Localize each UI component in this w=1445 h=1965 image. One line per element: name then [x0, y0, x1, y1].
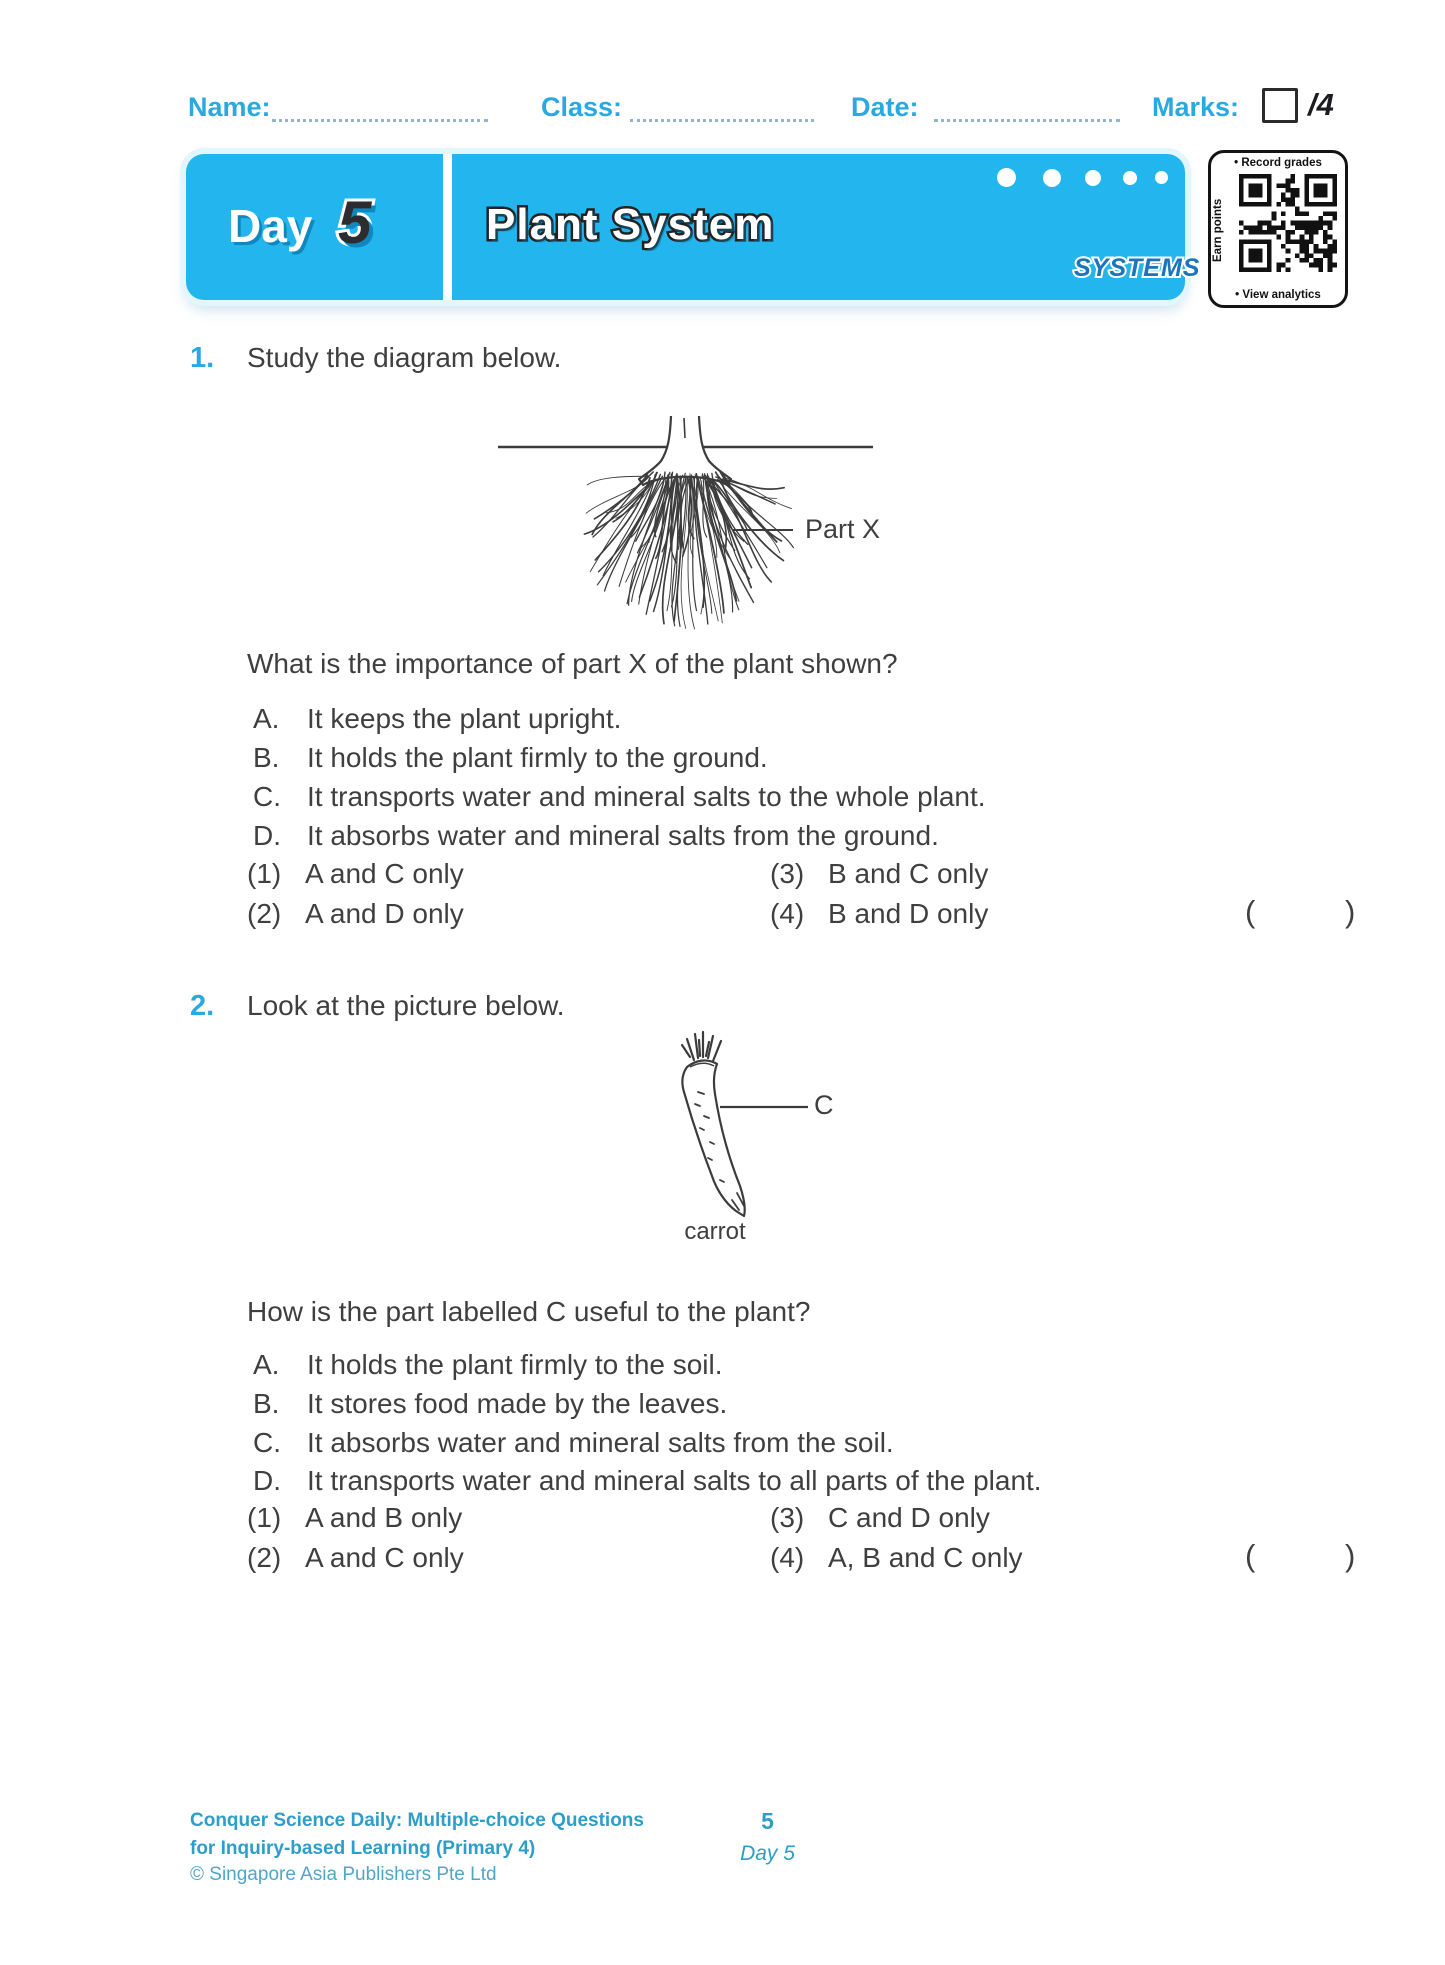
option-number: (3): [770, 858, 805, 889]
option-text: A and D only: [305, 898, 464, 929]
option-number: (3): [770, 1502, 805, 1533]
qr-top-label: • Record grades: [1234, 157, 1322, 169]
c-label: C: [814, 1090, 834, 1120]
strand-badge: SYSTEMS: [1074, 254, 1201, 282]
q1-choice-b: [253, 742, 768, 774]
stem-crack: [684, 418, 685, 438]
choice-text: It stores food made by the leaves.: [307, 1388, 728, 1419]
name-label: Name:: [188, 92, 271, 122]
choice-text: It keeps the plant upright.: [307, 703, 622, 734]
choice-letter: A.: [253, 703, 280, 734]
fibrous-roots: [584, 472, 793, 629]
q2-answer-space[interactable]: [1260, 1538, 1342, 1576]
choice-text: It transports water and mineral salts to all parts of the plant.: [307, 1465, 1042, 1496]
choice-letter: C.: [253, 781, 281, 812]
day-banner: [186, 154, 1201, 300]
option-number: (2): [247, 898, 282, 929]
name-blank-line[interactable]: [272, 119, 488, 122]
q1-answer-close-bracket: ): [1345, 894, 1356, 929]
q1-question: What is the importance of part X of the plant shown?: [247, 648, 898, 679]
class-label: Class:: [541, 92, 623, 122]
option-text: B and D only: [828, 898, 989, 929]
q2-answer-open-bracket: (: [1245, 1538, 1256, 1573]
footer-series-line2: for Inquiry-based Learning (Primary 4): [190, 1838, 536, 1859]
qr-code: [1239, 174, 1337, 272]
choice-letter: D.: [253, 820, 281, 851]
choice-letter: D.: [253, 1465, 281, 1496]
carrot-leaf-stubs: [682, 1032, 721, 1061]
q2-number: 2.: [190, 990, 215, 1022]
topic-title: Plant System: [486, 200, 775, 249]
q2-choice-d: [253, 1465, 1042, 1497]
qr-panel: [1208, 150, 1348, 308]
q2-option-3: [770, 1502, 990, 1534]
carrot-figure: [640, 1030, 860, 1230]
option-text: C and D only: [828, 1502, 990, 1533]
marks-total: /4: [1308, 87, 1334, 122]
choice-letter: C.: [253, 1427, 281, 1458]
q1-choice-c: [253, 781, 986, 813]
option-text: A and C only: [305, 858, 464, 889]
choice-text: It holds the plant firmly to the soil.: [307, 1349, 723, 1380]
q2-instruction: Look at the picture below.: [247, 990, 565, 1021]
date-blank-line[interactable]: [934, 119, 1120, 122]
option-text: B and C only: [828, 858, 989, 889]
option-text: A and B only: [305, 1502, 463, 1533]
option-text: A and C only: [305, 1542, 464, 1573]
q1-instruction: Study the diagram below.: [247, 342, 562, 373]
choice-letter: B.: [253, 742, 280, 773]
day-number: 5: [338, 189, 372, 256]
q1-number: 1.: [190, 342, 215, 374]
choice-letter: A.: [253, 1349, 280, 1380]
choice-text: It transports water and mineral salts to the whole plant.: [307, 781, 986, 812]
q1-option-1: [247, 858, 464, 890]
choice-text: It holds the plant firmly to the ground.: [307, 742, 768, 773]
q1-option-4: [770, 898, 988, 930]
footer-copyright: © Singapore Asia Publishers Pte Ltd: [190, 1864, 497, 1885]
q1-answer-space[interactable]: [1260, 894, 1342, 932]
q2-choice-b: [253, 1388, 727, 1420]
class-blank-line[interactable]: [630, 119, 814, 122]
qr-bottom-label: • View analytics: [1235, 289, 1321, 301]
q2-option-1: [247, 1502, 462, 1534]
q2-option-2: [247, 1542, 464, 1574]
choice-text: It absorbs water and mineral salts from the ground.: [307, 820, 939, 851]
footer-page-number: 5: [761, 1808, 774, 1834]
day-label: Day: [228, 200, 313, 252]
date-label: Date:: [851, 92, 919, 122]
q1-option-3: [770, 858, 988, 890]
decorative-dot: [1155, 171, 1168, 184]
footer-series-line1: Conquer Science Daily: Multiple-choice Questions: [190, 1810, 644, 1831]
option-number: (4): [770, 1542, 805, 1573]
marks-label: Marks:: [1152, 92, 1240, 122]
q1-choice-d: [253, 820, 939, 852]
q2-choice-a: [253, 1349, 723, 1381]
banner-divider: [443, 154, 452, 300]
decorative-dot: [997, 168, 1016, 187]
carrot-body: [682, 1060, 744, 1216]
decorative-dot: [1085, 170, 1101, 186]
carrot-caption: carrot: [684, 1218, 746, 1245]
footer-page-day: Day 5: [740, 1842, 795, 1865]
q2-choice-c: [253, 1427, 894, 1459]
choice-letter: B.: [253, 1388, 280, 1419]
option-number: (1): [247, 1502, 282, 1533]
option-number: (2): [247, 1542, 282, 1573]
q1-choice-a: [253, 703, 621, 735]
q2-option-4: [770, 1542, 1023, 1574]
decorative-dot: [1123, 171, 1137, 185]
option-number: (1): [247, 858, 282, 889]
q2-answer-close-bracket: ): [1345, 1538, 1356, 1573]
option-number: (4): [770, 898, 805, 929]
q1-answer-open-bracket: (: [1245, 894, 1256, 929]
q1-option-2: [247, 898, 464, 930]
option-text: A, B and C only: [828, 1542, 1023, 1573]
q2-question: How is the part labelled C useful to the plant?: [247, 1296, 811, 1327]
qr-side-label: Earn points: [1212, 198, 1224, 262]
decorative-dot: [1043, 169, 1061, 187]
choice-text: It absorbs water and mineral salts from the soil.: [307, 1427, 894, 1458]
marks-box[interactable]: [1262, 88, 1298, 123]
part-x-label: Part X: [805, 514, 881, 544]
